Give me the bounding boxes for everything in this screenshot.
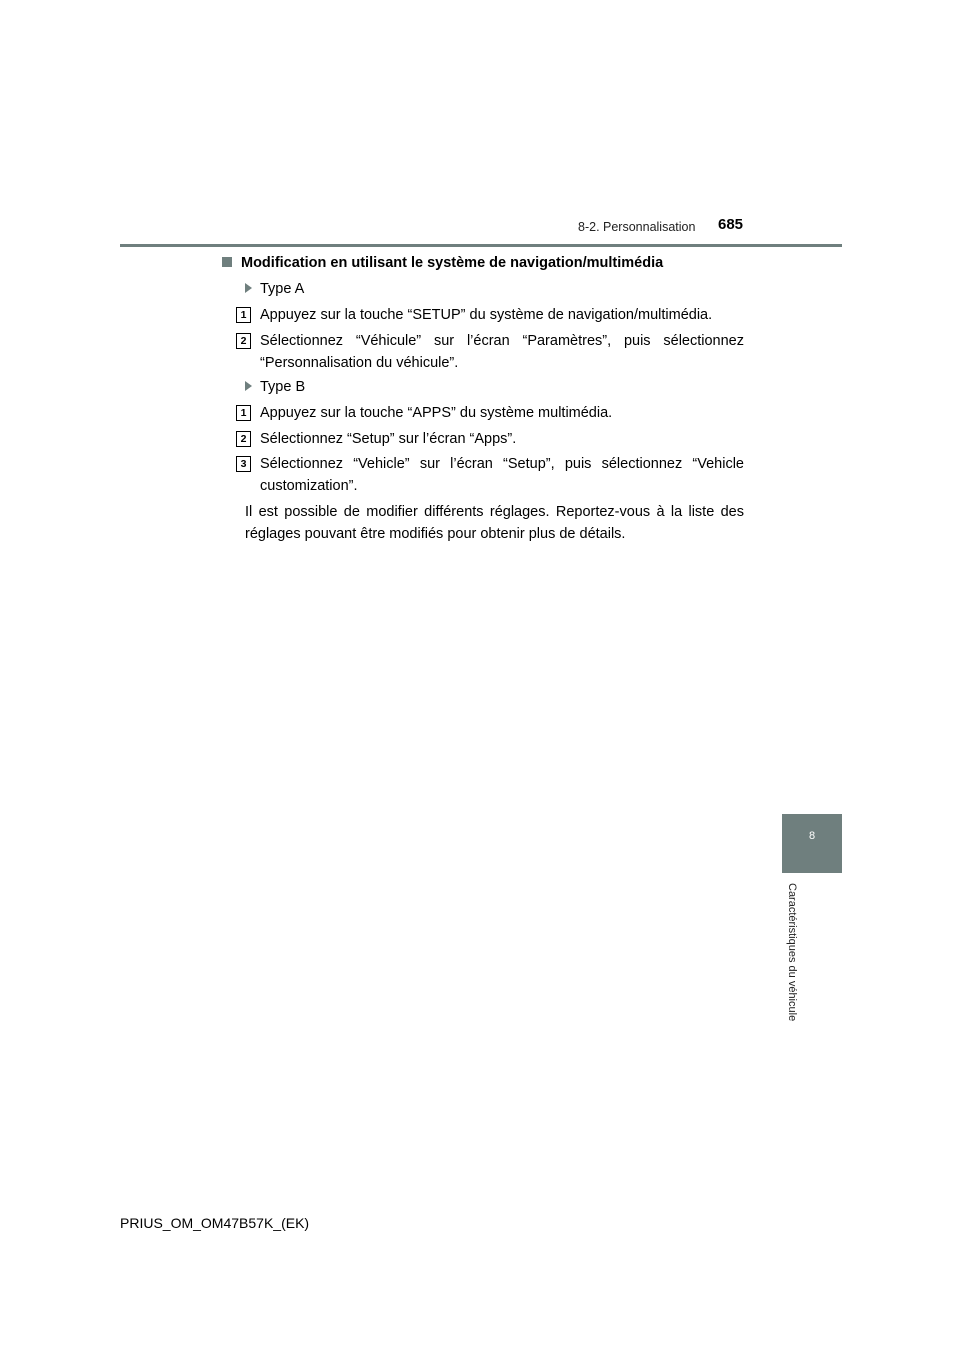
type-a-label	[245, 281, 304, 297]
section-heading-text: Modification en utilisant le système de navigation/multimédia	[241, 255, 664, 271]
info-paragraph: Il est possible de modifier différents réglages. Reportez-vous à la liste des réglages pouvant être modifiés pour obtenir plus de détails.	[245, 504, 744, 542]
triangle-bullet-icon	[245, 283, 252, 293]
step-number-box: 1	[236, 405, 251, 421]
step-text: Appuyez sur la touche “APPS” du système multimédia.	[260, 405, 613, 421]
type-b-label	[245, 379, 305, 395]
step-text: Appuyez sur la touche “SETUP” du système de navigation/multimédia.	[260, 307, 713, 323]
page-number: 685	[718, 216, 744, 233]
triangle-bullet-icon	[245, 381, 252, 391]
header-rule	[120, 244, 842, 247]
step-text: Sélectionnez “Vehicle” sur l’écran “Setup”, puis sélectionnez “Vehicle customization”.	[260, 456, 744, 494]
step-number-box: 1	[236, 307, 251, 323]
section-label: 8-2. Personnalisation	[578, 220, 696, 234]
type-a-label-text: Type A	[260, 281, 305, 297]
step-text: Sélectionnez “Setup” sur l’écran “Apps”.	[260, 431, 517, 447]
chapter-side-title: Caractéristiques du véhicule	[786, 883, 798, 1022]
square-bullet-icon	[222, 257, 232, 267]
footer-code: PRIUS_OM_OM47B57K_(EK)	[120, 1215, 310, 1231]
section-heading	[222, 255, 663, 271]
step-number-box: 2	[236, 333, 251, 349]
step-text: Sélectionnez “Véhicule” sur l’écran “Paramètres”, puis sélectionnez “Personnalisation du véhicule”.	[260, 333, 744, 371]
step-number-box: 2	[236, 431, 251, 447]
chapter-tab: 8	[782, 814, 842, 873]
type-b-label-text: Type B	[260, 379, 306, 395]
step-number-box: 3	[236, 456, 251, 472]
